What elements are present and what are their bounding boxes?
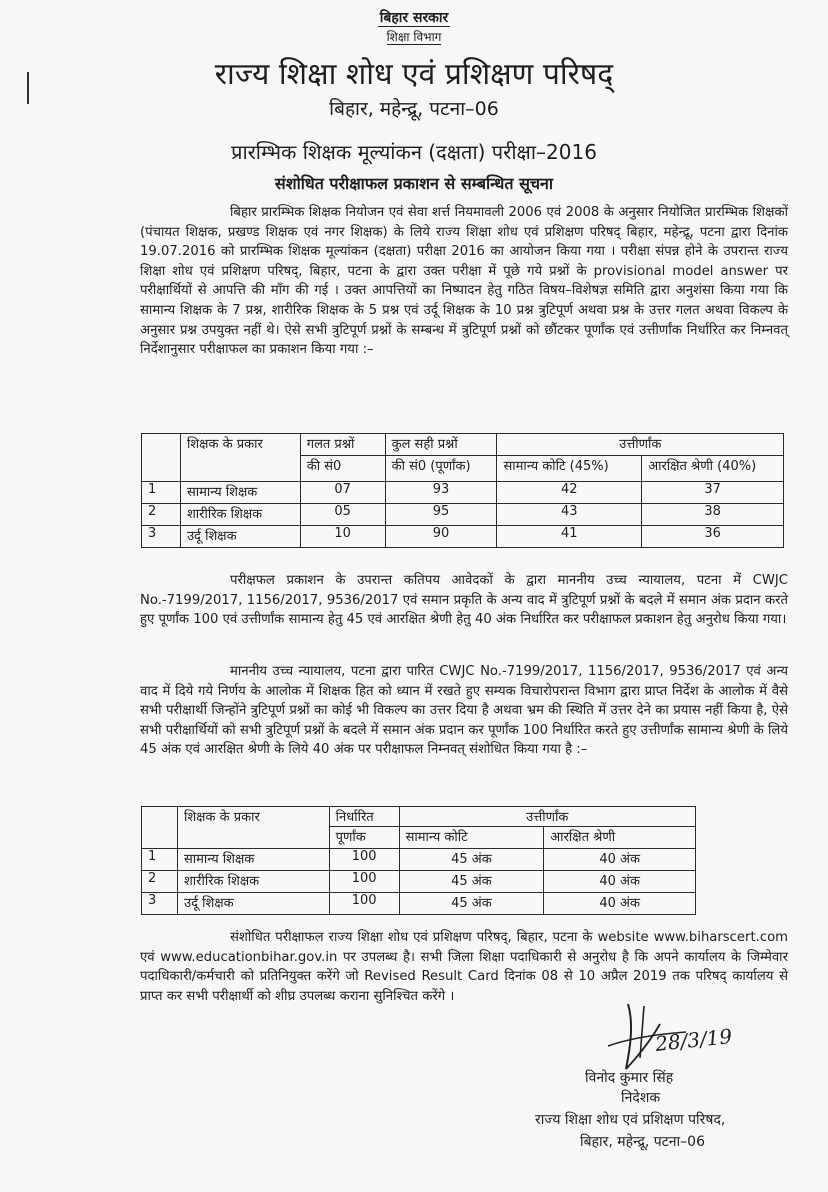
row-reserved: 40 अंक [544,871,696,893]
header-pass-marks: उत्तीर्णांक [399,807,695,827]
signatory-organization: राज्य शिक्षा शोध एवं प्रशिक्षण परिषद, [535,1112,726,1128]
row-sn: 1 [142,849,178,871]
row-sn: 3 [142,526,181,548]
row-teacher-type: सामान्य शिक्षक [177,849,329,871]
organization-title: राज्य शिक्षा शोध एवं प्रशिक्षण परिषद् [214,57,614,92]
header-sn [142,807,178,849]
row-sn: 2 [142,871,178,893]
row-teacher-type: शारीरिक शिक्षक [180,504,300,526]
header-wrong-count-2: की सं0 [300,456,385,482]
row-reserved: 40 अंक [544,849,696,871]
row-teacher-type: उर्दू शिक्षक [177,893,329,915]
table-row [142,482,784,504]
row-total: 93 [385,482,497,504]
table-row [142,893,696,915]
header-full-marks-2: पूर्णांक [329,827,399,849]
header-general: सामान्य कोटि (45%) [497,456,642,482]
row-sn: 2 [142,504,181,526]
header-full-marks: निर्धारित [329,807,399,827]
paragraph-3: माननीय उच्च न्यायालय, पटना द्वारा पारित CWJC No.-7199/2017, 1156/2017, 9536/2017 एवं अन्य वाद में दिये गये निर्णय के आलोक में शिक्षक हित को ध्यान में रखते हुए सम्यक विचारोपरान्त विभाग द्वारा प्राप्त निर्देश के आलोक में वैसे सभी परीक्षार्थी जिन्होंने त्रुटिपूर्ण प्रश्नों का कोई भी विकल्प का उत्तर दिया है अथवा भ्रम की स्थिति में उत्तर देने का प्रयास नहीं किया है, ऐसे सभी परीक्षार्थियों को सभी त्रुटिपूर्ण प्रश्नों के बदले में समान अंक प्रदान कर पूर्णांक 100 निर्धारित करते हुए उत्तीर्णांक सामान्य श्रेणी के लिये 45 अंक एवं आरक्षित श्रेणी के लिये 40 अंक पर परीक्षाफल निम्नवत् संशोधित किया गया है :– [140,664,788,758]
header-wrong-count: गलत प्रश्नों [300,434,385,456]
row-general: 43 [497,504,642,526]
header-pass-marks: उत्तीर्णांक [497,434,784,456]
signatory-name: विनोद कुमार सिंह [585,1070,674,1086]
header-teacher-type: शिक्षक के प्रकार [180,434,300,482]
table-row [142,526,784,548]
row-full: 100 [329,849,399,871]
row-general: 45 अंक [399,871,544,893]
notice-subject: संशोधित परीक्षाफल प्रकाशन से सम्बन्धित सूचना [274,174,554,193]
paragraph-1: बिहार प्रारम्भिक शिक्षक नियोजन एवं सेवा शर्त्त नियमावली 2006 एवं 2008 के अनुसार नियोजित प्रारम्भिक शिक्षकों (पंचायत शिक्षक, प्रखण्ड शिक्षक एवं नगर शिक्षक) के लिये राज्य शिक्षा शोध एवं प्रशिक्षण परिषद् बिहार, महेन्द्रू, पटना द्वारा दिनांक 19.07.2016 को प्रारम्भिक शिक्षक मूल्यांकन (दक्षता) परीक्षा 2016 का आयोजन किया गया । परीक्षा संपन्न होने के उपरान्त राज्य शिक्षा शोध एवं प्रशिक्षण परिषद्, बिहार, पटना के द्वारा उक्त परीक्षा में पूछे गये प्रश्नों के provisional model answer पर परीक्षार्थियों से आपत्ति की माँग की गई । उक्त आपत्तियों का निष्पादन हेतु गठित विषय–विशेषज्ञ समिति द्वारा अनुशंसा किया गया कि सामान्य शिक्षक के 7 प्रश्न, शारीरिक शिक्षक के 5 प्रश्न एवं उर्दू शिक्षक के 10 प्रश्न त्रुटिपूर्ण अथवा प्रश्न के उत्तर गलत अथवा विकल्प के अनुसार प्रश्न उपयुक्त नहीं थे। ऐसे सभी त्रुटिपूर्ण प्रश्नों के सम्बन्ध में त्रुटिपूर्ण प्रश्नों को छौंटकर पूर्णांक एवं उत्तीर्णांक निर्धारित कर निम्नवत् निर्देशानुसार परीक्षाफल का प्रकाशन किया गया :– [140,205,788,358]
government-header: बिहार सरकार [379,10,449,26]
row-full: 100 [329,871,399,893]
row-general: 42 [497,482,642,504]
department-header: शिक्षा विभाग [386,30,442,44]
row-teacher-type: सामान्य शिक्षक [180,482,300,504]
signature-date: 28/3/19 [653,1024,734,1056]
header-sn [142,434,181,482]
header-teacher-type: शिक्षक के प्रकार [177,807,329,849]
row-sn: 1 [142,482,181,504]
row-general: 45 अंक [399,893,544,915]
header-reserved: आरक्षित श्रेणी [544,827,696,849]
row-reserved: 40 अंक [544,893,696,915]
signatory-designation: निदेशक [621,1090,661,1106]
row-wrong: 05 [300,504,385,526]
paragraph-4: संशोधित परीक्षाफल राज्य शिक्षा शोध एवं प्रशिक्षण परिषद्, बिहार, पटना के website www.biharscert.com एवं www.educationbihar.gov.in पर उपलब्ध है। सभी जिला शिक्षा पदाधिकारी से अनुरोध है कि अपने कार्यालय के जिम्मेवार पदाधिकारी/कर्मचारी को प्रतिनियुक्त करेंगे जो Revised Result Card दिनांक 08 से 10 अप्रैल 2019 तक परिषद् कार्यालय से प्राप्त कर सभी परीक्षार्थी को शीघ्र उपलब्ध कराना सुनिश्चित करेंगे । [140,930,788,1004]
header-reserved: आरक्षित श्रेणी (40%) [642,456,784,482]
row-teacher-type: उर्दू शिक्षक [180,526,300,548]
table-row [142,871,696,893]
row-teacher-type: शारीरिक शिक्षक [177,871,329,893]
row-total: 95 [385,504,497,526]
row-total: 90 [385,526,497,548]
header-total-correct: कुल सही प्रश्नों [385,434,497,456]
row-reserved: 36 [642,526,784,548]
row-wrong: 10 [300,526,385,548]
row-full: 100 [329,893,399,915]
row-sn: 3 [142,893,178,915]
organization-address: बिहार, महेन्द्रू, पटना–06 [329,98,499,120]
row-reserved: 38 [642,504,784,526]
paragraph-2: परीक्षफल प्रकाशन के उपरान्त कतिपय आवेदकों के द्वारा माननीय उच्च न्यायालय, पटना में CWJC No.-7199/2017, 1156/2017, 9536/2017 एवं समान प्रकृति के अन्य वाद में त्रुटिपूर्ण प्रश्नों के बदले में समान अंक प्रदान करते हुए पूर्णांक 100 एवं उत्तीर्णांक सामान्य हेतु 45 एवं आरक्षित श्रेणी हेतु 40 अंक निर्धारित कर परीक्षाफल प्रकाशन हेतु अनुरोध किया गया। [140,573,788,628]
original-result-table [141,433,784,548]
row-general: 41 [497,526,642,548]
header-general: सामान्य कोटि [399,827,544,849]
table-row [142,849,696,871]
row-wrong: 07 [300,482,385,504]
exam-title: प्रारम्भिक शिक्षक मूल्यांकन (दक्षता) परीक्षा–2016 [231,140,597,164]
table-row [142,504,784,526]
row-reserved: 37 [642,482,784,504]
row-general: 45 अंक [399,849,544,871]
signatory-address: बिहार, महेन्द्रू, पटना–06 [580,1134,705,1150]
revised-result-table [141,806,696,915]
header-total-correct-2: की सं0 (पूर्णांक) [385,456,497,482]
